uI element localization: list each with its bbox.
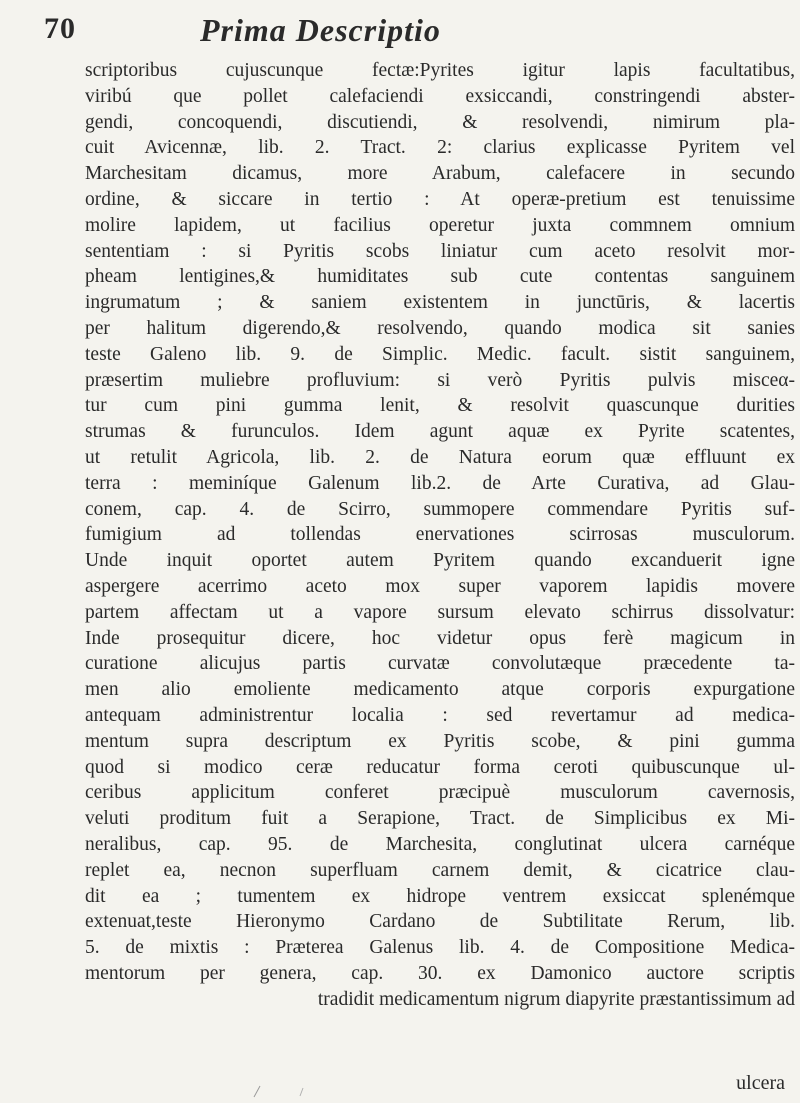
text-line: replet ea, necnon superfluam carnem demit, & cicatrice clau- (85, 859, 795, 881)
text-line: 5. de mixtis : Prætereа Galenus lib. 4. de Compositione Medica- (85, 937, 795, 959)
text-line: præsertim muliebre profluvium: si verò Pyritis pulvis misceα- (85, 369, 795, 391)
text-line: tur cum pini gumma lenit, & resolvit quascunque durities (85, 395, 795, 417)
text-line: ceribus applicitum conferet præcipuè musculorum cavernosis, (85, 782, 795, 804)
text-line: teste Galeno lib. 9. de Simplic. Medic. facult. sistit sanguinem, (85, 343, 795, 365)
text-line: ut retulit Agricola, lib. 2. de Natura eorum quæ effluunt ex (85, 446, 795, 468)
text-line: quod si modico ceræ reducatur forma ceroti quibuscunque ul- (85, 756, 795, 778)
text-line: ingrumatum ; & saniem existentem in junctūris, & lacertis (85, 292, 795, 314)
text-line: terra : meminíque Galenum lib.2. de Arte Curativa, ad Glau- (85, 472, 795, 494)
text-line: cuit Avicennæ, lib. 2. Tract. 2: clarius explicasse Pyritem vel (85, 137, 795, 159)
text-line: molire lapidem, ut facilius operetur juxta commnem omnium (85, 214, 795, 236)
text-line: Marchesitam dicamus, more Arabum, calefacere in secundo (85, 163, 795, 185)
text-line: conem, cap. 4. de Scirro, summopere commendare Pyritis suf- (85, 498, 795, 520)
text-line: fumigium ad tollendas enervationes scirrosas musculorum. (85, 524, 795, 546)
text-line: pheam lentigines,& humiditates sub cute contentas sanguinem (85, 266, 795, 288)
text-line: sententiam : si Pyritis scobs liniatur cum aceto resolvit mor- (85, 240, 795, 262)
catchword: ulcera (736, 1072, 785, 1094)
text-line: strumas & furunculos. Idem agunt aquæ ex Pyrite scatentes, (85, 421, 795, 443)
body-text (85, 58, 795, 1012)
text-line: Unde inquit oportet autem Pyritem quando excanduerit igne (85, 550, 795, 572)
text-line: partem affectam ut a vapore sursum elevato schirrus dissolvatur: (85, 601, 795, 623)
running-title: Prima Descriptio (200, 12, 441, 48)
page-number: 70 (44, 12, 76, 45)
text-line: dit ea ; tumentem ex hidrope ventrem exsiccat splenémque (85, 885, 795, 907)
text-line: ordine, & siccare in tertio : At operæ-pretium est tenuissime (85, 188, 795, 210)
text-line: extenuat,teste Hieronymo Cardano de Subtilitate Rerum, lib. (85, 911, 795, 933)
text-line: gendi, concoquendi, discutiendi, & resolvendi, nimirum pla- (85, 111, 795, 133)
running-head (40, 6, 770, 52)
text-line: antequam administrentur localia : sed revertamur ad medica- (85, 704, 795, 726)
text-line: men alio emoliente medicamento atque corporis expurgatione (85, 679, 795, 701)
text-line: tradidit medicamentum nigrum diapyrite præstantissimum ad (317, 988, 795, 1010)
text-line: aspergere acerrimo aceto mox super vaporem lapidis movere (85, 575, 795, 597)
ink-smudge (250, 1084, 310, 1098)
text-line: scriptoribus cujuscunque fectæ:Pyrites igitur lapis facultatibus, (85, 60, 795, 81)
text-line: Inde prosequitur dicere, hoc videtur opus ferè magicum in (85, 627, 795, 649)
text-line: neralibus, cap. 95. de Marchesita, conglutinat ulcera carnéque (85, 833, 795, 855)
text-line: curatione alicujus partis curvatæ convolutæque præcedente ta- (85, 653, 795, 675)
text-line: mentum supra descriptum ex Pyritis scobe, & pini gumma (85, 730, 795, 752)
text-line: mentorum per genera, cap. 30. ex Damonico auctore scriptis (85, 962, 795, 984)
text-line: viribú que pollet calefaciendi exsiccandi, constringendi abster- (85, 85, 795, 107)
text-line: veluti proditum fuit a Serapione, Tract. de Simplicibus ex Mi- (85, 808, 795, 830)
text-line: per halitum digerendo,& resolvendo, quando modica sit sanies (85, 317, 795, 339)
